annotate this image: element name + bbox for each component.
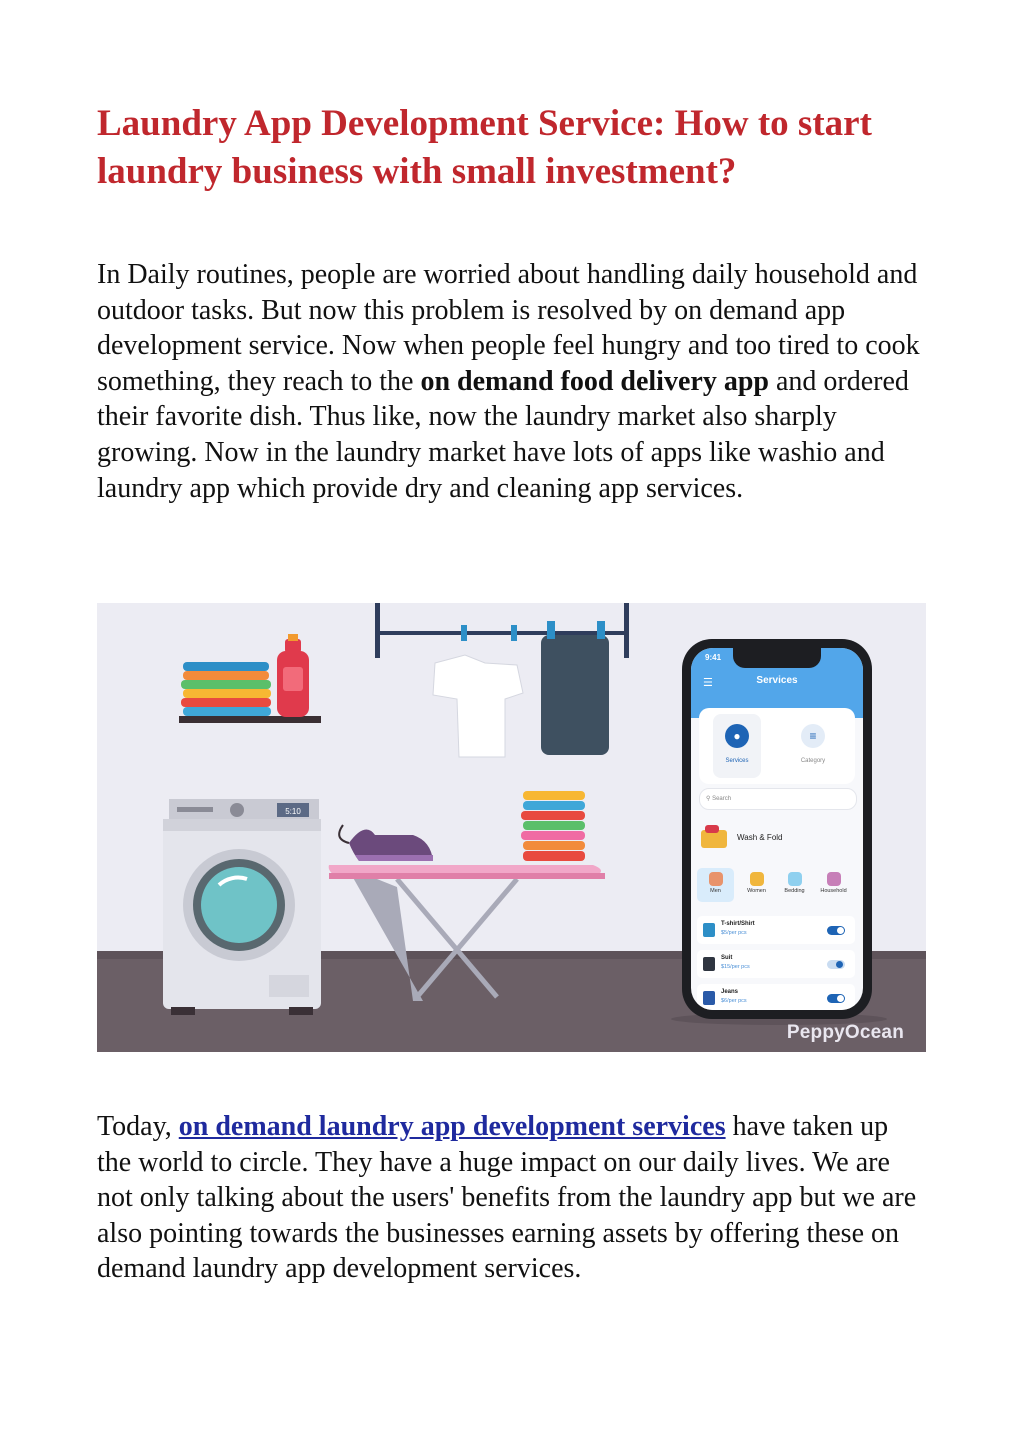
suit-icon <box>703 957 715 971</box>
service-tabs <box>699 708 855 784</box>
category-men[interactable] <box>697 868 734 902</box>
washer-display: 5:10 <box>285 807 301 816</box>
list-item <box>697 984 855 1010</box>
intro-text-a: In Daily routines, people are worried about handling daily household and outdoor tasks. But now this problem is resolved by on demand app development service. Now when people feel hungry and too tired to cook something, they reach to the <box>97 259 920 397</box>
wash-fold-label: Wash & Fold <box>737 833 783 842</box>
laundry-illustration <box>97 603 926 1052</box>
tab-category[interactable] <box>789 714 837 778</box>
tab-services[interactable] <box>713 714 761 778</box>
search-placeholder: Search <box>712 796 732 802</box>
search-input[interactable] <box>699 788 857 810</box>
item-price: $6/per pcs <box>721 998 747 1004</box>
category-household-label: Household <box>820 888 847 894</box>
smartphone-mockup <box>682 639 872 1019</box>
wash-fold-section[interactable] <box>699 824 855 854</box>
tshirt-icon <box>703 923 715 937</box>
bedding-icon <box>788 872 802 886</box>
list-icon: ≡ <box>801 724 825 748</box>
category-women-label: Women <box>747 888 766 894</box>
woman-icon <box>750 872 764 886</box>
page-title: Laundry App Development Service: How to start laundry business with small investment? <box>97 103 872 192</box>
item-toggle[interactable] <box>827 926 845 935</box>
tab-category-label: Category <box>800 758 826 764</box>
item-name: Jeans <box>721 989 739 995</box>
jeans-icon <box>703 991 715 1005</box>
tab-services-label: Services <box>725 758 749 764</box>
body-text-b: have taken up the world to circle. They have a huge impact on our daily lives. We are not only talking about the users' benefits from the laundry app but we are also pointing towards the businesses earning assets by offering these on demand laundry app development services. <box>97 1111 917 1285</box>
menu-icon[interactable]: ☰ <box>703 677 713 689</box>
phone-screen <box>691 648 863 1010</box>
status-time: 9:41 <box>705 653 722 662</box>
item-name: T-shirt/Shirt <box>721 921 755 927</box>
household-icon <box>827 872 841 886</box>
food-app-bold: on demand food delivery app <box>420 365 769 397</box>
category-men-label: Men <box>710 888 721 894</box>
item-price: $5/per pcs <box>721 930 747 936</box>
list-item <box>697 950 855 978</box>
list-item <box>697 916 855 944</box>
item-name: Suit <box>721 955 733 961</box>
brand-logo: PeppyOcean <box>786 1022 904 1043</box>
shirt-icon: ● <box>725 724 749 748</box>
man-icon <box>709 872 723 886</box>
search-icon: ⚲ <box>706 796 711 802</box>
washing-machine <box>163 799 321 1015</box>
intro-paragraph <box>97 257 927 506</box>
body-paragraph <box>97 1109 927 1287</box>
item-price: $15/per pcs <box>721 964 750 970</box>
category-bedding-label: Bedding <box>784 888 805 894</box>
category-women[interactable] <box>738 868 775 902</box>
phone-notch <box>733 648 821 668</box>
laundry-services-link[interactable]: on demand laundry app development services <box>178 1111 726 1142</box>
category-household[interactable] <box>815 868 852 902</box>
intro-text-b: and ordered their favorite dish. Thus like, now the laundry market also sharply growing. Now in the laundry market have lots of apps like washio and laundry app which provide dry and cleaning app services. <box>97 365 909 504</box>
item-toggle[interactable] <box>827 960 845 969</box>
category-list <box>697 868 859 904</box>
category-bedding[interactable] <box>776 868 813 902</box>
app-screen-title: Services <box>756 675 798 686</box>
item-toggle[interactable] <box>827 994 845 1003</box>
body-text-a: Today, <box>97 1111 179 1142</box>
clothes-stack-icon <box>701 830 727 848</box>
